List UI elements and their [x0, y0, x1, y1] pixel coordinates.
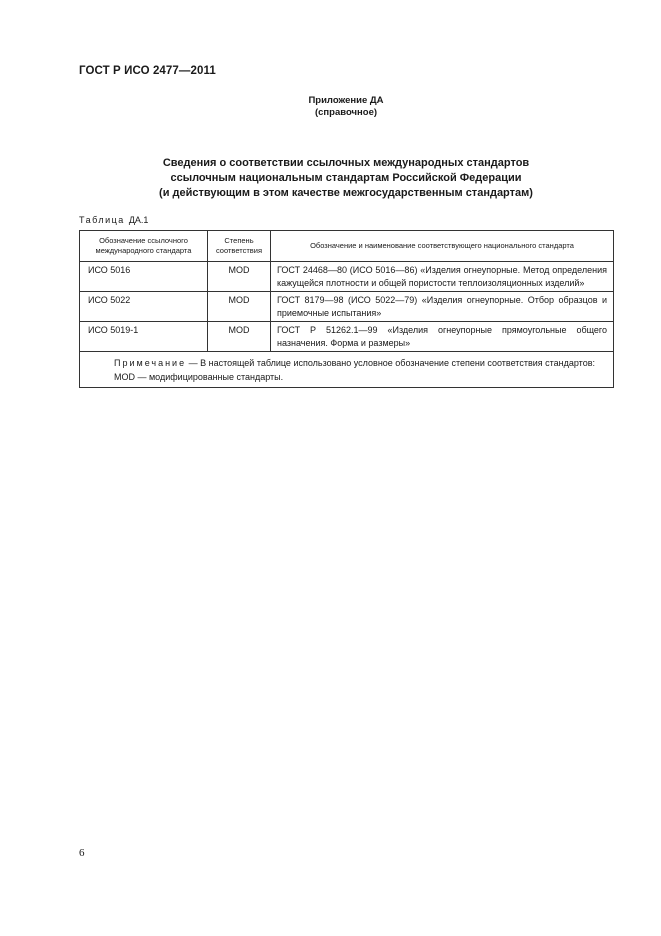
header-international-standard	[80, 231, 208, 262]
cell-degree: MOD	[208, 292, 271, 322]
cell-national-standard: ГОСТ 24468—80 (ИСО 5016—86) «Изделия огнеупорные. Метод определения кажущейся плотности и общей пористости теплоизоляционных изделий»	[271, 262, 614, 292]
note-line-2: MOD — модифицированные стандарты.	[114, 371, 284, 382]
section-title-line-2: ссылочным национальным стандартам Российской Федерации	[170, 172, 522, 184]
appendix-heading	[0, 95, 661, 119]
appendix-subtitle: (справочное)	[314, 107, 378, 118]
cell-degree: MOD	[208, 262, 271, 292]
header-degree	[208, 231, 271, 262]
cell-international-code: ИСО 5016	[80, 262, 208, 292]
appendix-title: Приложение ДА	[308, 95, 384, 106]
cell-national-standard: ГОСТ Р 51262.1—99 «Изделия огнеупорные прямоугольные общего назначения. Форма и размеры»	[271, 322, 614, 352]
section-title	[79, 156, 613, 201]
document-code-header: ГОСТ Р ИСО 2477—2011	[79, 65, 216, 77]
header-col2-line2: соответствия	[215, 246, 263, 255]
table-caption-number: ДА.1	[128, 215, 149, 225]
table-row	[80, 292, 614, 322]
table-row	[80, 322, 614, 352]
header-national-standard: Обозначение и наименование соответствующего национального стандарта	[271, 231, 614, 262]
cell-degree: MOD	[208, 322, 271, 352]
header-col1-line2: международного стандарта	[95, 246, 192, 255]
header-col1-line1: Обозначение ссылочного	[99, 236, 188, 245]
header-col2-line1: Степень	[224, 236, 254, 245]
table-row	[80, 262, 614, 292]
standards-correspondence-table	[79, 230, 614, 388]
note-text: — В настоящей таблице использовано условное обозначение степени соответствия стандартов:	[188, 358, 595, 368]
table-header-row	[80, 231, 614, 262]
cell-international-code: ИСО 5022	[80, 292, 208, 322]
table-note	[80, 352, 614, 388]
table-caption	[79, 215, 148, 225]
note-label: Примечание	[114, 358, 187, 368]
section-title-line-3: (и действующим в этом качестве межгосударственным стандартам)	[159, 187, 533, 199]
table-caption-word: Таблица	[79, 215, 125, 225]
cell-national-standard: ГОСТ 8179—98 (ИСО 5022—79) «Изделия огнеупорные. Отбор образцов и приемочные испытания»	[271, 292, 614, 322]
cell-international-code: ИСО 5019-1	[80, 322, 208, 352]
page-number: 6	[79, 847, 85, 859]
section-title-line-1: Сведения о соответствии ссылочных международных стандартов	[162, 157, 530, 169]
note-line-1	[88, 357, 605, 370]
table-note-row	[80, 352, 614, 388]
